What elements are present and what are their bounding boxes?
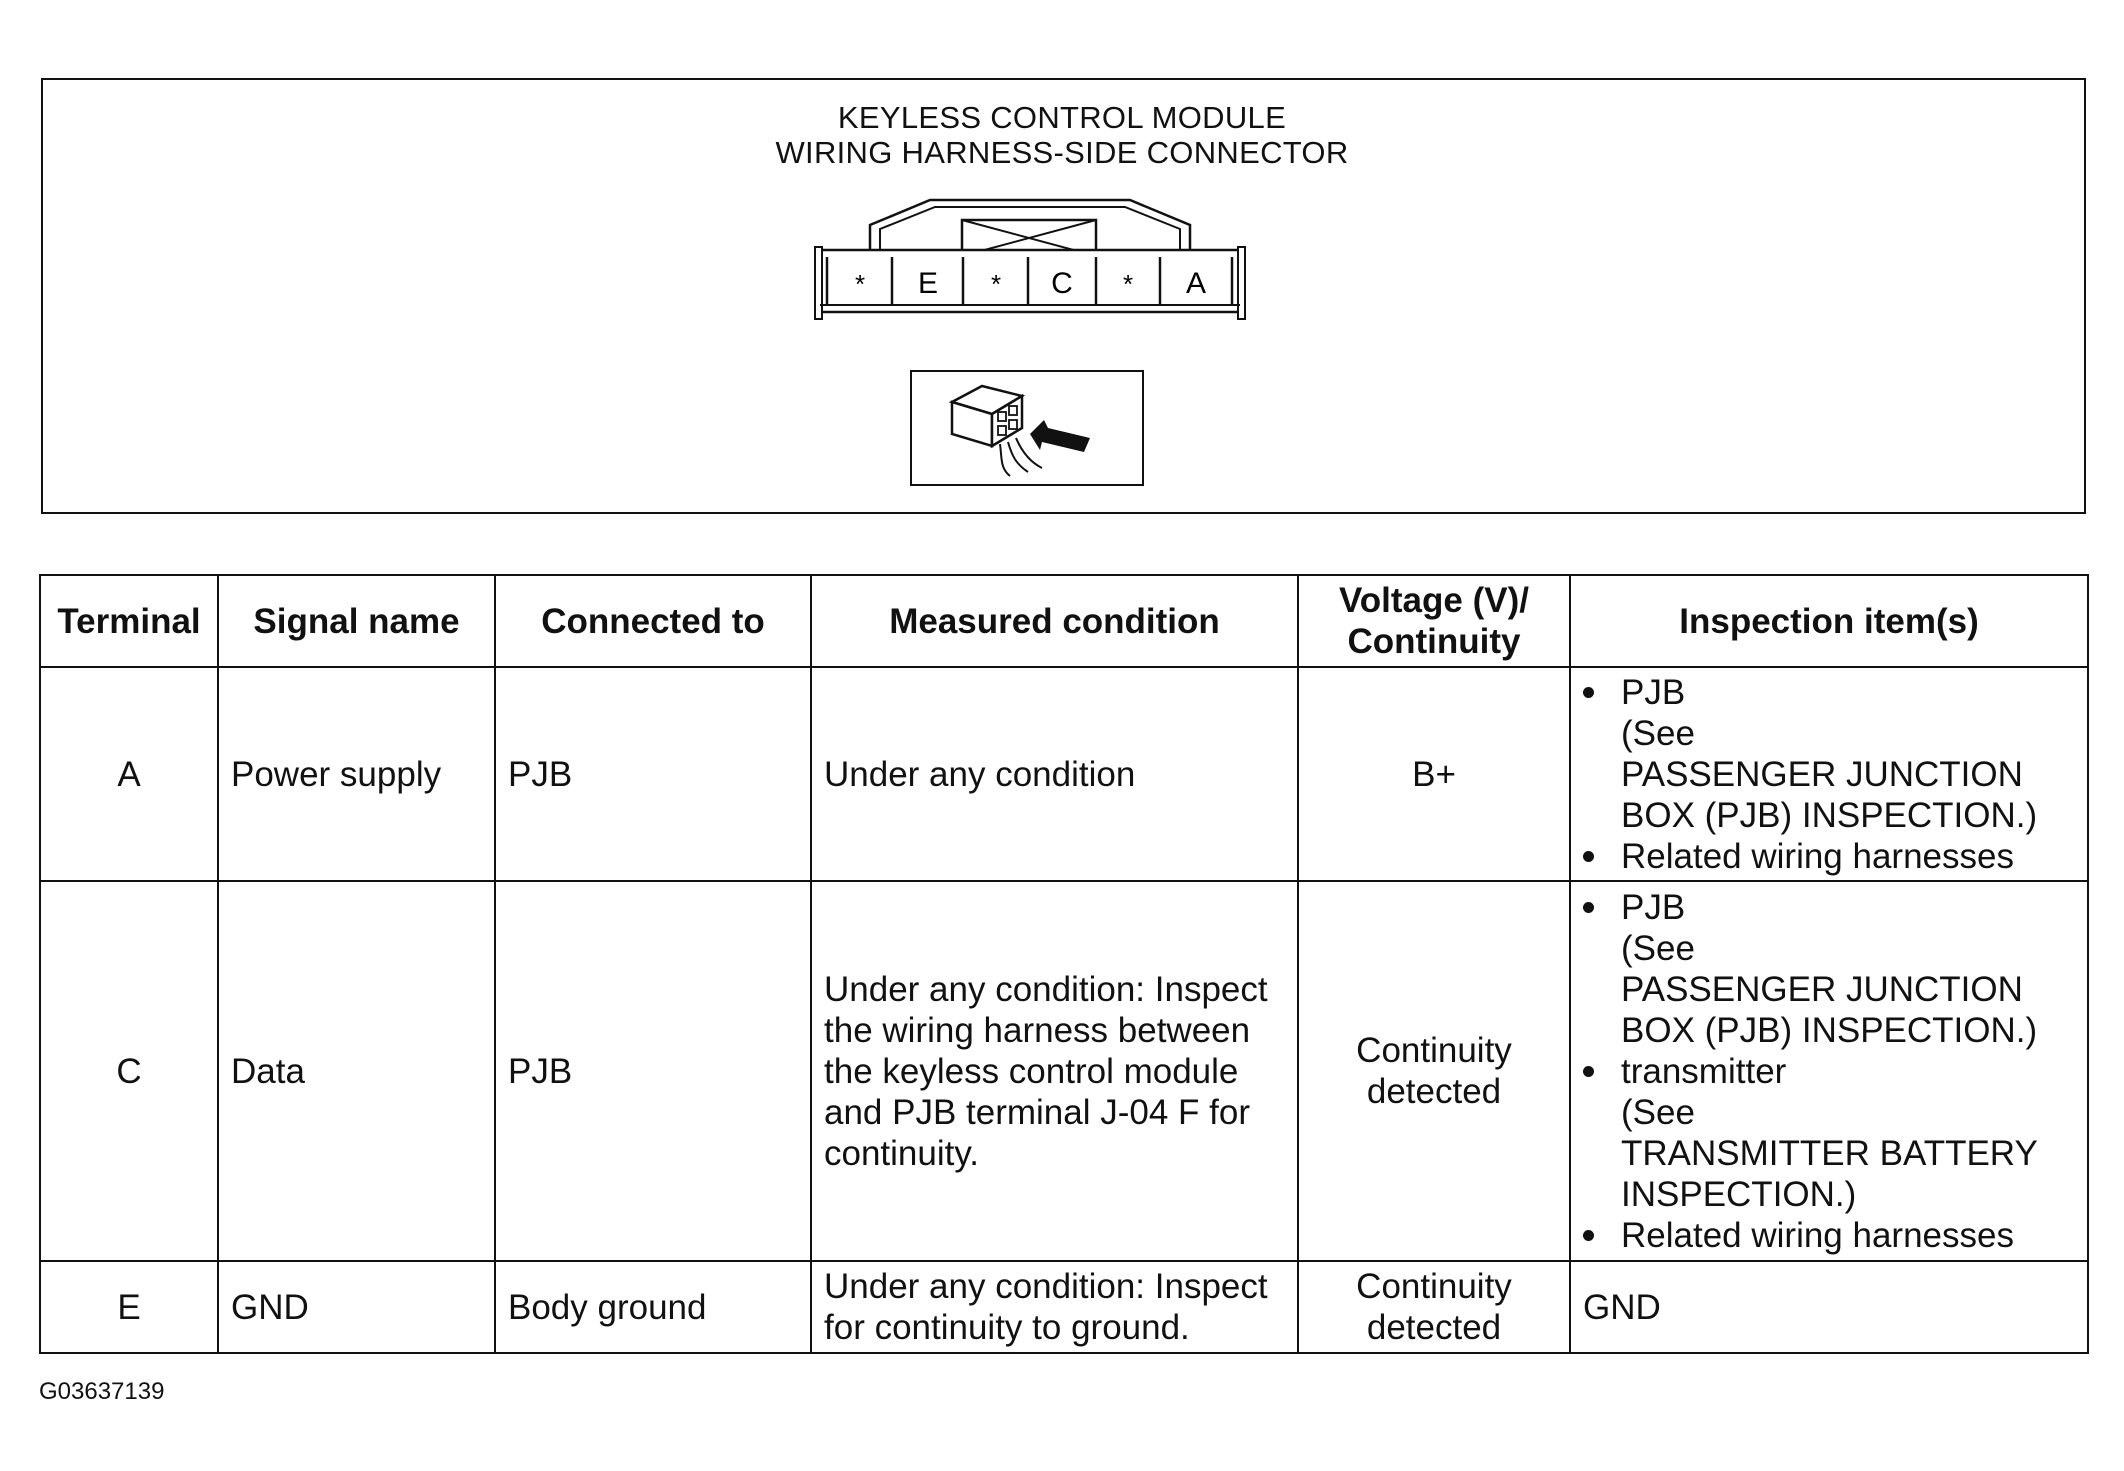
inspection-line: PASSENGER JUNCTION [1621, 754, 2023, 794]
inspection-line: PASSENGER JUNCTION [1621, 969, 2023, 1009]
list-item [1571, 887, 2075, 1051]
connector-right-flange [1238, 247, 1245, 319]
voltage-line: detected [1366, 1308, 1502, 1347]
header-voltage-line2: Continuity [1347, 622, 1521, 661]
cell-measured-condition: Under any condition [811, 667, 1298, 881]
table-header-row [40, 575, 2088, 667]
voltage-line: detected [1366, 1072, 1502, 1111]
connector-probe-icon-box [910, 370, 1144, 486]
cell-measured-condition [811, 881, 1298, 1261]
cell-signal-name: GND [218, 1261, 495, 1353]
cell-voltage [1298, 1261, 1570, 1353]
header-voltage-line1: Voltage (V)/ [1339, 581, 1529, 620]
inspection-line: (See [1621, 713, 1695, 753]
inspection-line: Related wiring harnesses [1621, 1215, 2014, 1255]
condition-line: the keyless control module [824, 1051, 1239, 1091]
cell-inspection-items [1570, 881, 2088, 1261]
table-row [40, 881, 2088, 1261]
connector-probe-icon [912, 372, 1142, 484]
inspection-line: PJB [1621, 887, 1686, 927]
inspection-line: (See [1621, 1092, 1695, 1132]
diagram-title-line2: WIRING HARNESS-SIDE CONNECTOR [775, 135, 1349, 170]
condition-line: and PJB terminal J-04 F for [824, 1092, 1250, 1132]
header-voltage-continuity [1298, 575, 1570, 667]
inspection-line: TRANSMITTER BATTERY [1621, 1133, 2038, 1173]
cell-terminal: A [40, 667, 218, 881]
terminal-label: * [854, 269, 866, 299]
header-measured-condition: Measured condition [811, 575, 1298, 667]
voltage-line: Continuity [1356, 1031, 1512, 1070]
terminal-label: C [1051, 267, 1073, 300]
cell-terminal: E [40, 1261, 218, 1353]
inspection-line: BOX (PJB) INSPECTION.) [1621, 795, 2038, 835]
connector-diagram [810, 195, 1250, 335]
voltage-line: Continuity [1356, 1267, 1512, 1306]
condition-line: the wiring harness between [824, 1010, 1251, 1050]
cell-connected-to: PJB [495, 667, 811, 881]
cell-inspection-items: GND [1570, 1261, 2088, 1353]
header-terminal: Terminal [40, 575, 218, 667]
condition-line: Under any condition: Inspect [824, 969, 1268, 1009]
inspection-line: (See [1621, 928, 1695, 968]
connector-left-flange [815, 247, 822, 319]
table-row [40, 667, 2088, 881]
inspection-list [1571, 887, 2075, 1256]
cell-inspection-items [1570, 667, 2088, 881]
cell-signal-name: Data [218, 881, 495, 1261]
header-signal-name: Signal name [218, 575, 495, 667]
diagram-title-line1: KEYLESS CONTROL MODULE [837, 100, 1287, 135]
cell-terminal: C [40, 881, 218, 1261]
terminal-label: * [1122, 269, 1134, 299]
condition-line: for continuity to ground. [824, 1308, 1190, 1347]
figure-id: G03637139 [39, 1378, 165, 1405]
terminal-label: * [990, 269, 1002, 299]
cell-signal-name: Power supply [218, 667, 495, 881]
cell-voltage [1298, 881, 1570, 1261]
terminal-label: A [1185, 267, 1207, 300]
terminal-inspection-table [39, 574, 2089, 1354]
condition-line: Under any condition: Inspect [824, 1267, 1268, 1306]
terminal-label: E [917, 267, 939, 300]
header-connected-to: Connected to [495, 575, 811, 667]
cell-connected-to: Body ground [495, 1261, 811, 1353]
condition-line: continuity. [824, 1133, 979, 1173]
cell-connected-to: PJB [495, 881, 811, 1261]
cell-measured-condition [811, 1261, 1298, 1353]
connector-body [820, 250, 1240, 312]
inspection-list [1571, 672, 2075, 877]
inspection-line: transmitter [1621, 1051, 1787, 1091]
list-item [1571, 836, 2075, 877]
inspection-line: PJB [1621, 672, 1686, 712]
inspection-line: INSPECTION.) [1621, 1174, 1857, 1214]
header-inspection-items: Inspection item(s) [1570, 575, 2088, 667]
inspection-line: BOX (PJB) INSPECTION.) [1621, 1010, 2038, 1050]
list-item [1571, 1051, 2075, 1215]
list-item [1571, 672, 2075, 836]
list-item [1571, 1215, 2075, 1256]
diagram-title [0, 100, 2124, 170]
inspection-line: Related wiring harnesses [1621, 836, 2014, 876]
table-row [40, 1261, 2088, 1353]
cell-voltage: B+ [1298, 667, 1570, 881]
